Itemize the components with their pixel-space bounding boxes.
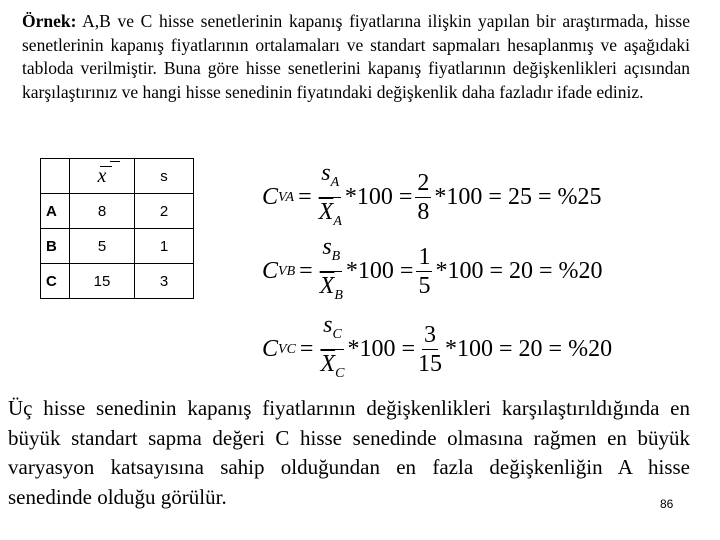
- cv-subscript: VB: [278, 263, 296, 279]
- mean-subscript: B: [334, 288, 343, 303]
- sd-subscript: B: [331, 249, 341, 264]
- sd-symbol: s: [323, 312, 333, 338]
- sd-over-mean-fraction: [319, 160, 342, 235]
- sd-over-mean-fraction: [320, 234, 343, 309]
- table-header-row: [41, 159, 194, 194]
- example-label: Örnek:: [22, 11, 77, 31]
- equals-sign: =: [299, 336, 314, 362]
- cv-symbol: C: [262, 184, 279, 210]
- cv-subscript: VA: [278, 189, 295, 205]
- multiply-text: *100 =: [344, 184, 413, 210]
- stock-stats-table: [40, 158, 194, 299]
- mean-symbol: $\overline{X}$: [318, 199, 334, 225]
- sd-over-mean-fraction: [320, 312, 344, 387]
- numerator: 1: [418, 244, 431, 270]
- result-text: *100 = 25 = %25: [434, 184, 602, 210]
- header-mean: [70, 159, 135, 194]
- value-fraction: [416, 244, 432, 299]
- mean-subscript: A: [333, 214, 342, 229]
- equals-sign: =: [299, 258, 313, 284]
- mean-value: 15: [70, 264, 135, 299]
- header-sd: s: [135, 159, 194, 194]
- header-empty: [41, 159, 70, 194]
- mean-symbol: $\overline{X}$: [320, 351, 336, 377]
- mean-subscript: C: [335, 366, 345, 381]
- conclusion-text: Üç hisse senedinin kapanış fiyatlarının değişkenlikleri karşılaştırıldığında en büyük standart sapma değeri C hisse senedinde olmasına rağmen en büyük varyasyon katsayısına sahip olduğundan en fazla değişkenliğin A hisse senedinde olduğu görülür.: [8, 396, 690, 509]
- mean-value: 8: [70, 194, 135, 229]
- problem-statement: [22, 10, 690, 104]
- sd-value: 3: [135, 264, 194, 299]
- row-label: B: [41, 229, 70, 264]
- cv-symbol: C: [262, 258, 279, 284]
- sd-symbol: s: [321, 160, 331, 186]
- sd-subscript: A: [330, 175, 340, 190]
- multiply-text: *100 =: [345, 258, 414, 284]
- cv-formula-a: [262, 160, 601, 235]
- sd-subscript: C: [332, 327, 342, 342]
- mean-symbol: $\overline{X}$: [319, 273, 335, 299]
- table-row: [41, 264, 194, 299]
- row-label: A: [41, 194, 70, 229]
- cv-symbol: C: [262, 336, 279, 362]
- row-label: C: [41, 264, 70, 299]
- sd-value: 1: [135, 229, 194, 264]
- multiply-text: *100 =: [347, 336, 416, 362]
- equals-sign: =: [298, 184, 312, 210]
- cv-formula-b: [262, 234, 603, 309]
- mean-symbol: x: [97, 164, 107, 187]
- denominator: 5: [418, 273, 431, 299]
- cv-formula-c: [262, 312, 612, 387]
- denominator: 8: [417, 199, 430, 225]
- value-fraction: [418, 322, 442, 377]
- sd-value: 2: [135, 194, 194, 229]
- value-fraction: [415, 170, 431, 225]
- problem-text: A,B ve C hisse senetlerinin kapanış fiyatlarına ilişkin yapılan bir araştırmada, hisse senetlerinin kapanış fiyatlarının ortalamaları ve standart sapmaları hesaplanmış ve aşağıdaki tabloda verilmiştir. Buna göre hisse senetlerini kapanış fiyatlarının değişkenlikleri açısından karşılaştırınız ve hangi hisse senedinin fiyatındaki değişkenlik daha fazladır ifade ediniz.: [22, 11, 690, 102]
- numerator: 2: [417, 170, 430, 196]
- result-text: *100 = 20 = %20: [435, 258, 603, 284]
- table-row: [41, 194, 194, 229]
- page-number: 86: [660, 497, 674, 511]
- table-row: [41, 229, 194, 264]
- sd-symbol: s: [322, 234, 332, 260]
- denominator: 15: [418, 351, 443, 377]
- mean-value: 5: [70, 229, 135, 264]
- cv-subscript: VC: [278, 341, 296, 357]
- result-text: *100 = 20 = %20: [445, 336, 613, 362]
- numerator: 3: [424, 322, 437, 348]
